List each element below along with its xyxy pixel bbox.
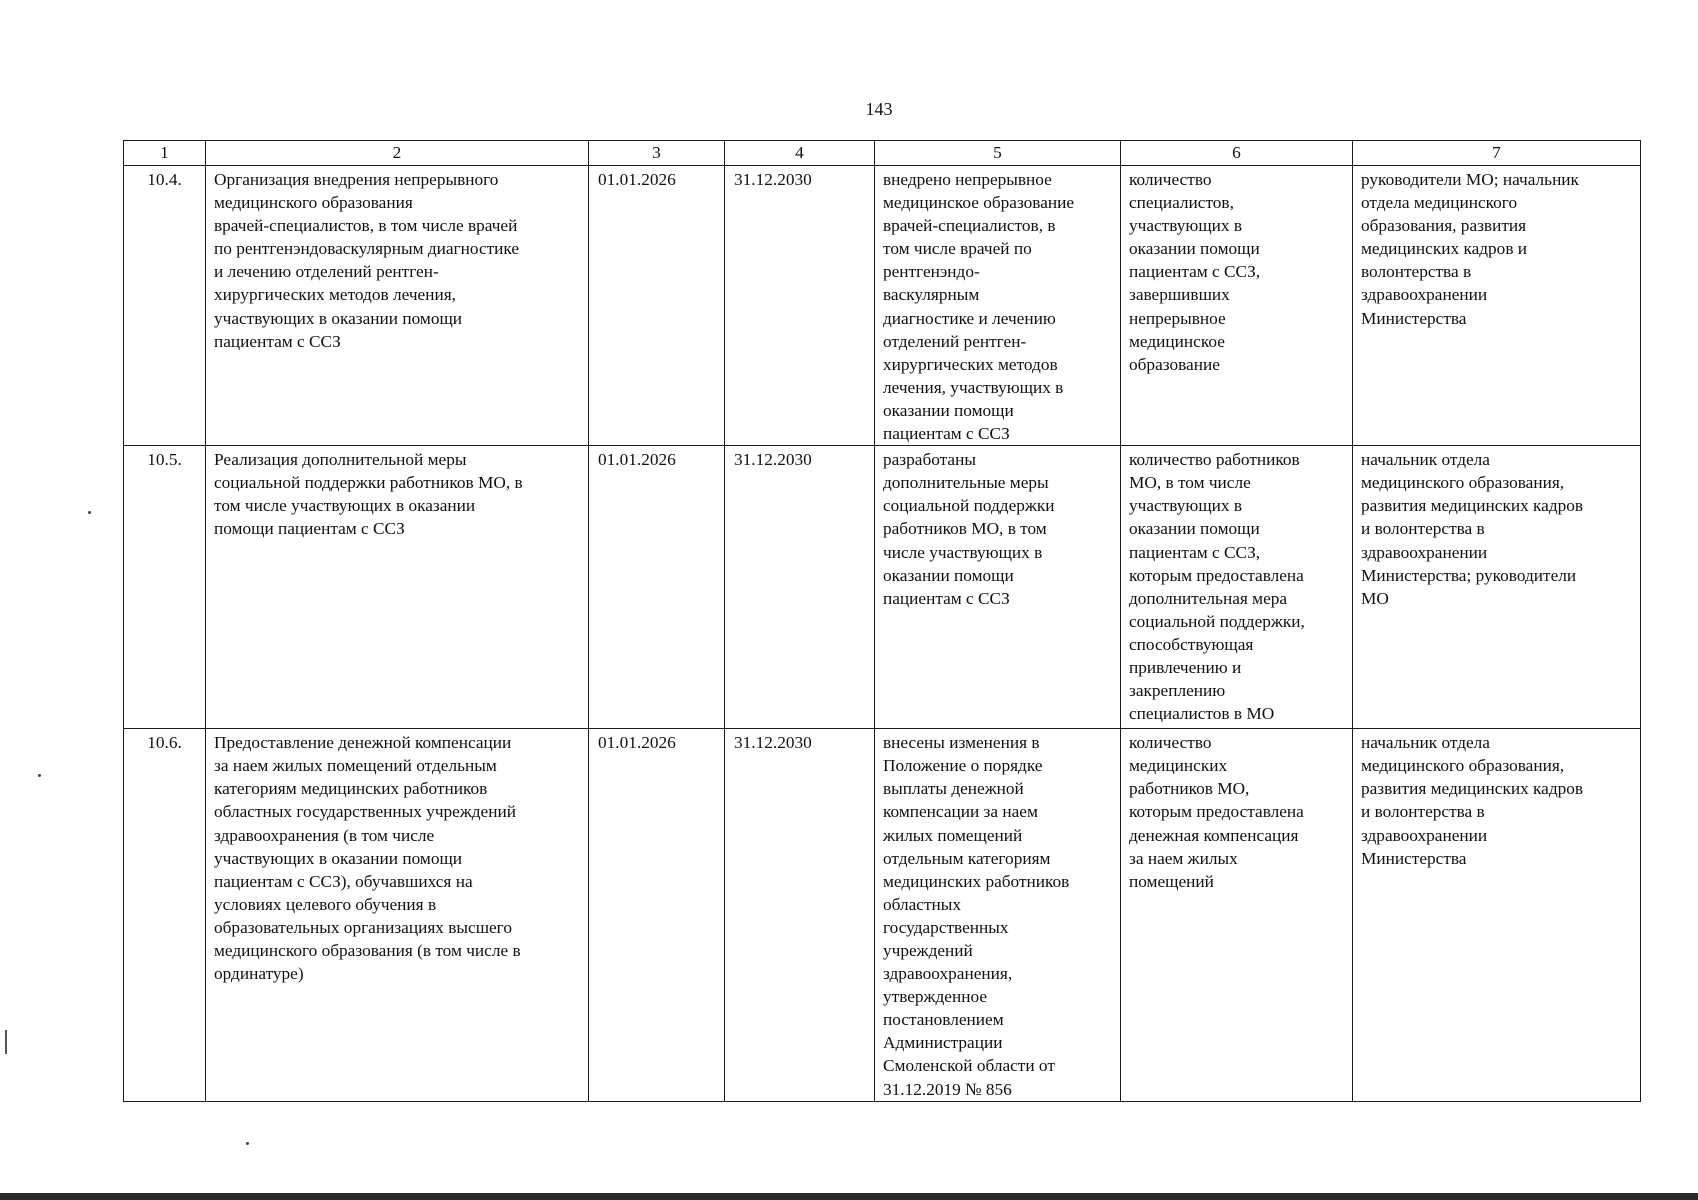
indicator-cell: количество медицинских работников МО, которым предоставлена денежная компенсация за наем жилых помещений: [1121, 729, 1353, 1102]
responsible-cell: руководители МО; начальник отдела медицинского образования, развития медицинских кадров и волонтерства в здравоохранении Министерства: [1353, 166, 1641, 446]
responsible-cell: начальник отдела медицинского образования, развития медицинских кадров и волонтерства в здравоохранении Министерства; руководители МО: [1353, 446, 1641, 729]
table-row: [124, 729, 1641, 1102]
end-date-cell: 31.12.2030: [725, 166, 875, 446]
result-cell: внедрено непрерывное медицинское образование врачей-специалистов, в том числе врачей по рентгенэндо- васкулярным диагностике и лечению отделений рентген- хирургических методов лечения, участвующих в оказании помощи пациентам с ССЗ: [875, 166, 1121, 446]
activity-cell: Предоставление денежной компенсации за наем жилых помещений отдельным категориям медицинских работников областных государственных учреждений здравоохранения (в том числе участвующих в оказании помощи пациентам с ССЗ), обучавшихся на условиях целевого обучения в образовательных организациях высшего медицинского образования (в том числе в ординатуре): [206, 729, 589, 1102]
column-header-1: 1: [124, 141, 206, 166]
end-date-cell: 31.12.2030: [725, 729, 875, 1102]
column-header-6: 6: [1121, 141, 1353, 166]
start-date-cell: 01.01.2026: [589, 729, 725, 1102]
measures-table: [123, 140, 1641, 1102]
indicator-cell: количество работников МО, в том числе участвующих в оказании помощи пациентам с ССЗ, которым предоставлена дополнительная мера социальной поддержки, способствующая привлечению и закреплению специалистов в МО: [1121, 446, 1353, 729]
start-date-cell: 01.01.2026: [589, 446, 725, 729]
scan-speck: [246, 1142, 249, 1145]
activity-cell: Организация внедрения непрерывного медицинского образования врачей-специалистов, в том числе врачей по рентгенэндоваскулярным диагностике и лечению отделений рентген- хирургических методов лечения, участвующих в оказании помощи пациентам с ССЗ: [206, 166, 589, 446]
column-header-2: 2: [206, 141, 589, 166]
activity-cell: Реализация дополнительной меры социальной поддержки работников МО, в том числе участвующих в оказании помощи пациентам с ССЗ: [206, 446, 589, 729]
scan-speck: [38, 774, 41, 777]
scan-bottom-edge: [0, 1193, 1698, 1200]
row-number: 10.6.: [124, 729, 206, 1102]
row-number: 10.5.: [124, 446, 206, 729]
row-number: 10.4.: [124, 166, 206, 446]
page-number: 143: [865, 99, 893, 119]
responsible-cell: начальник отдела медицинского образования, развития медицинских кадров и волонтерства в здравоохранении Министерства: [1353, 729, 1641, 1102]
result-cell: внесены изменения в Положение о порядке выплаты денежной компенсации за наем жилых помещений отдельным категориям медицинских работников областных государственных учреждений здравоохранения, утвержденное постановлением Администрации Смоленской области от 31.12.2019 № 856: [875, 729, 1121, 1102]
start-date-cell: 01.01.2026: [589, 166, 725, 446]
indicator-cell: количество специалистов, участвующих в оказании помощи пациентам с ССЗ, завершивших непрерывное медицинское образование: [1121, 166, 1353, 446]
end-date-cell: 31.12.2030: [725, 446, 875, 729]
column-header-7: 7: [1353, 141, 1641, 166]
table-row: [124, 446, 1641, 729]
column-header-5: 5: [875, 141, 1121, 166]
column-header-3: 3: [589, 141, 725, 166]
header-row: [124, 141, 1641, 166]
column-header-4: 4: [725, 141, 875, 166]
scan-artifact-mark: [5, 1030, 7, 1054]
result-cell: разработаны дополнительные меры социальной поддержки работников МО, в том числе участвующих в оказании помощи пациентам с ССЗ: [875, 446, 1121, 729]
table-row: [124, 166, 1641, 446]
scan-speck: [88, 511, 91, 514]
